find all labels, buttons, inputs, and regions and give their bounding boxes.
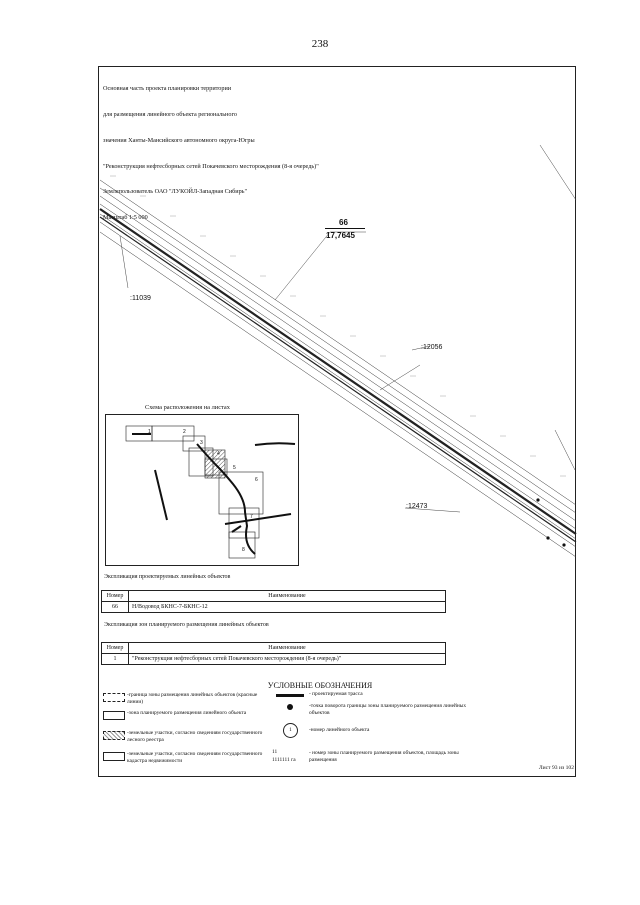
legend-text: -земельные участки, согласно сведениям государственного кадастра недвижимости [127, 751, 263, 764]
table-cell: "Реконструкция нефтесборных сетей Покачевского месторождения (8-я очередь)" [129, 654, 446, 665]
scheme-drawing [105, 414, 299, 566]
legend-zone-number: 11 [272, 749, 278, 755]
legend-symbol-route [276, 694, 304, 697]
scheme-sheet [152, 426, 194, 441]
legend-text: -номер линейного объекта [309, 727, 370, 733]
legend-text: -граница зоны размещения линейных объектов (красные линии) [127, 692, 258, 705]
parcel-label: :12056 [421, 344, 443, 351]
scheme-sheet-number: 7 [250, 514, 253, 520]
table-header-cell: Наименование [129, 591, 446, 602]
header-line: Землепользователь ОАО "ЛУКОЙЛ-Западная Сибирь" [103, 188, 248, 196]
table-cell: Н/Водовод БКНС-7-БКНС-12 [129, 602, 446, 613]
scheme-sheet-number: 8 [242, 547, 245, 553]
scheme-sheet-number: 6 [255, 477, 258, 483]
legend-symbol-red-line [103, 693, 125, 702]
object-area-label: 17,7645 [326, 231, 355, 240]
table-cell: 1 [102, 654, 129, 665]
table-cell: 66 [102, 602, 129, 613]
zones-table-caption: Экспликация зон планируемого размещения линейных объектов [104, 622, 269, 628]
scheme-sheet-number: 4 [217, 451, 220, 457]
object-number-label: 66 [339, 218, 348, 227]
objects-table [101, 590, 446, 613]
table-row [102, 602, 446, 613]
legend-symbol-zone [103, 711, 125, 720]
legend-symbol-turn-point [287, 704, 293, 710]
scheme-title: Схема расположения на листах [145, 404, 230, 411]
scheme-sheet-number: 2 [183, 429, 186, 435]
table-header-row [102, 643, 446, 654]
scheme-sheet-number: 3 [200, 440, 203, 446]
header-line: Масштаб 1:5 000 [103, 214, 148, 222]
legend-title: УСЛОВНЫЕ ОБОЗНАЧЕНИЯ [267, 681, 373, 690]
parcel-label: :12473 [406, 503, 428, 510]
legend-symbol-cadastre [103, 752, 125, 761]
page-number: 238 [311, 38, 329, 50]
header-line: значения Ханты-Мансийского автономного округа-Югры [103, 136, 255, 144]
legend-symbol-object-number: 1 [283, 723, 298, 738]
legend-text: -точка поворота границы зоны планируемого размещения линейных объектов [309, 703, 467, 716]
header-line: "Реконструкция нефтесборных сетей Покачевского месторождения (8-я очередь)" [103, 162, 319, 170]
parcel-label: :11039 [130, 295, 151, 302]
legend-zone-area: 1111111 га [272, 757, 296, 763]
header-line: для размещения линейного объекта регионального [103, 110, 237, 118]
header-line: Основная часть проекта планировки территории [103, 85, 232, 93]
table-header-cell: Наименование [129, 643, 446, 654]
turning-points [536, 498, 565, 546]
sheet-number: Лист 93 из 102 [538, 765, 574, 771]
scheme-sheet-number: 1 [148, 429, 151, 435]
fraction-line [325, 228, 365, 229]
scheme-route [232, 526, 241, 532]
table-row [102, 654, 446, 665]
scheme-route [155, 470, 167, 520]
objects-table-caption: Экспликация проектируемых линейных объектов [104, 574, 231, 580]
scheme-route [225, 514, 291, 524]
scheme-sheet [229, 532, 255, 558]
legend-text: -земельные участки, согласно сведениям государственного лесного реестра [127, 730, 263, 743]
table-header-row [102, 591, 446, 602]
scheme-sheet-number: 5 [233, 465, 236, 471]
zones-table [101, 642, 446, 665]
legend-text: -зона планируемого размещения линейного объекта [127, 710, 247, 716]
legend-text: - номер зоны планируемого размещения объектов, площадь зоны размещения [309, 750, 459, 763]
legend-text: - проектируемая трасса [309, 691, 363, 697]
legend-symbol-forest [103, 731, 125, 740]
scheme-route [255, 443, 295, 445]
table-header-cell: Номер [102, 643, 129, 654]
table-header-cell: Номер [102, 591, 129, 602]
